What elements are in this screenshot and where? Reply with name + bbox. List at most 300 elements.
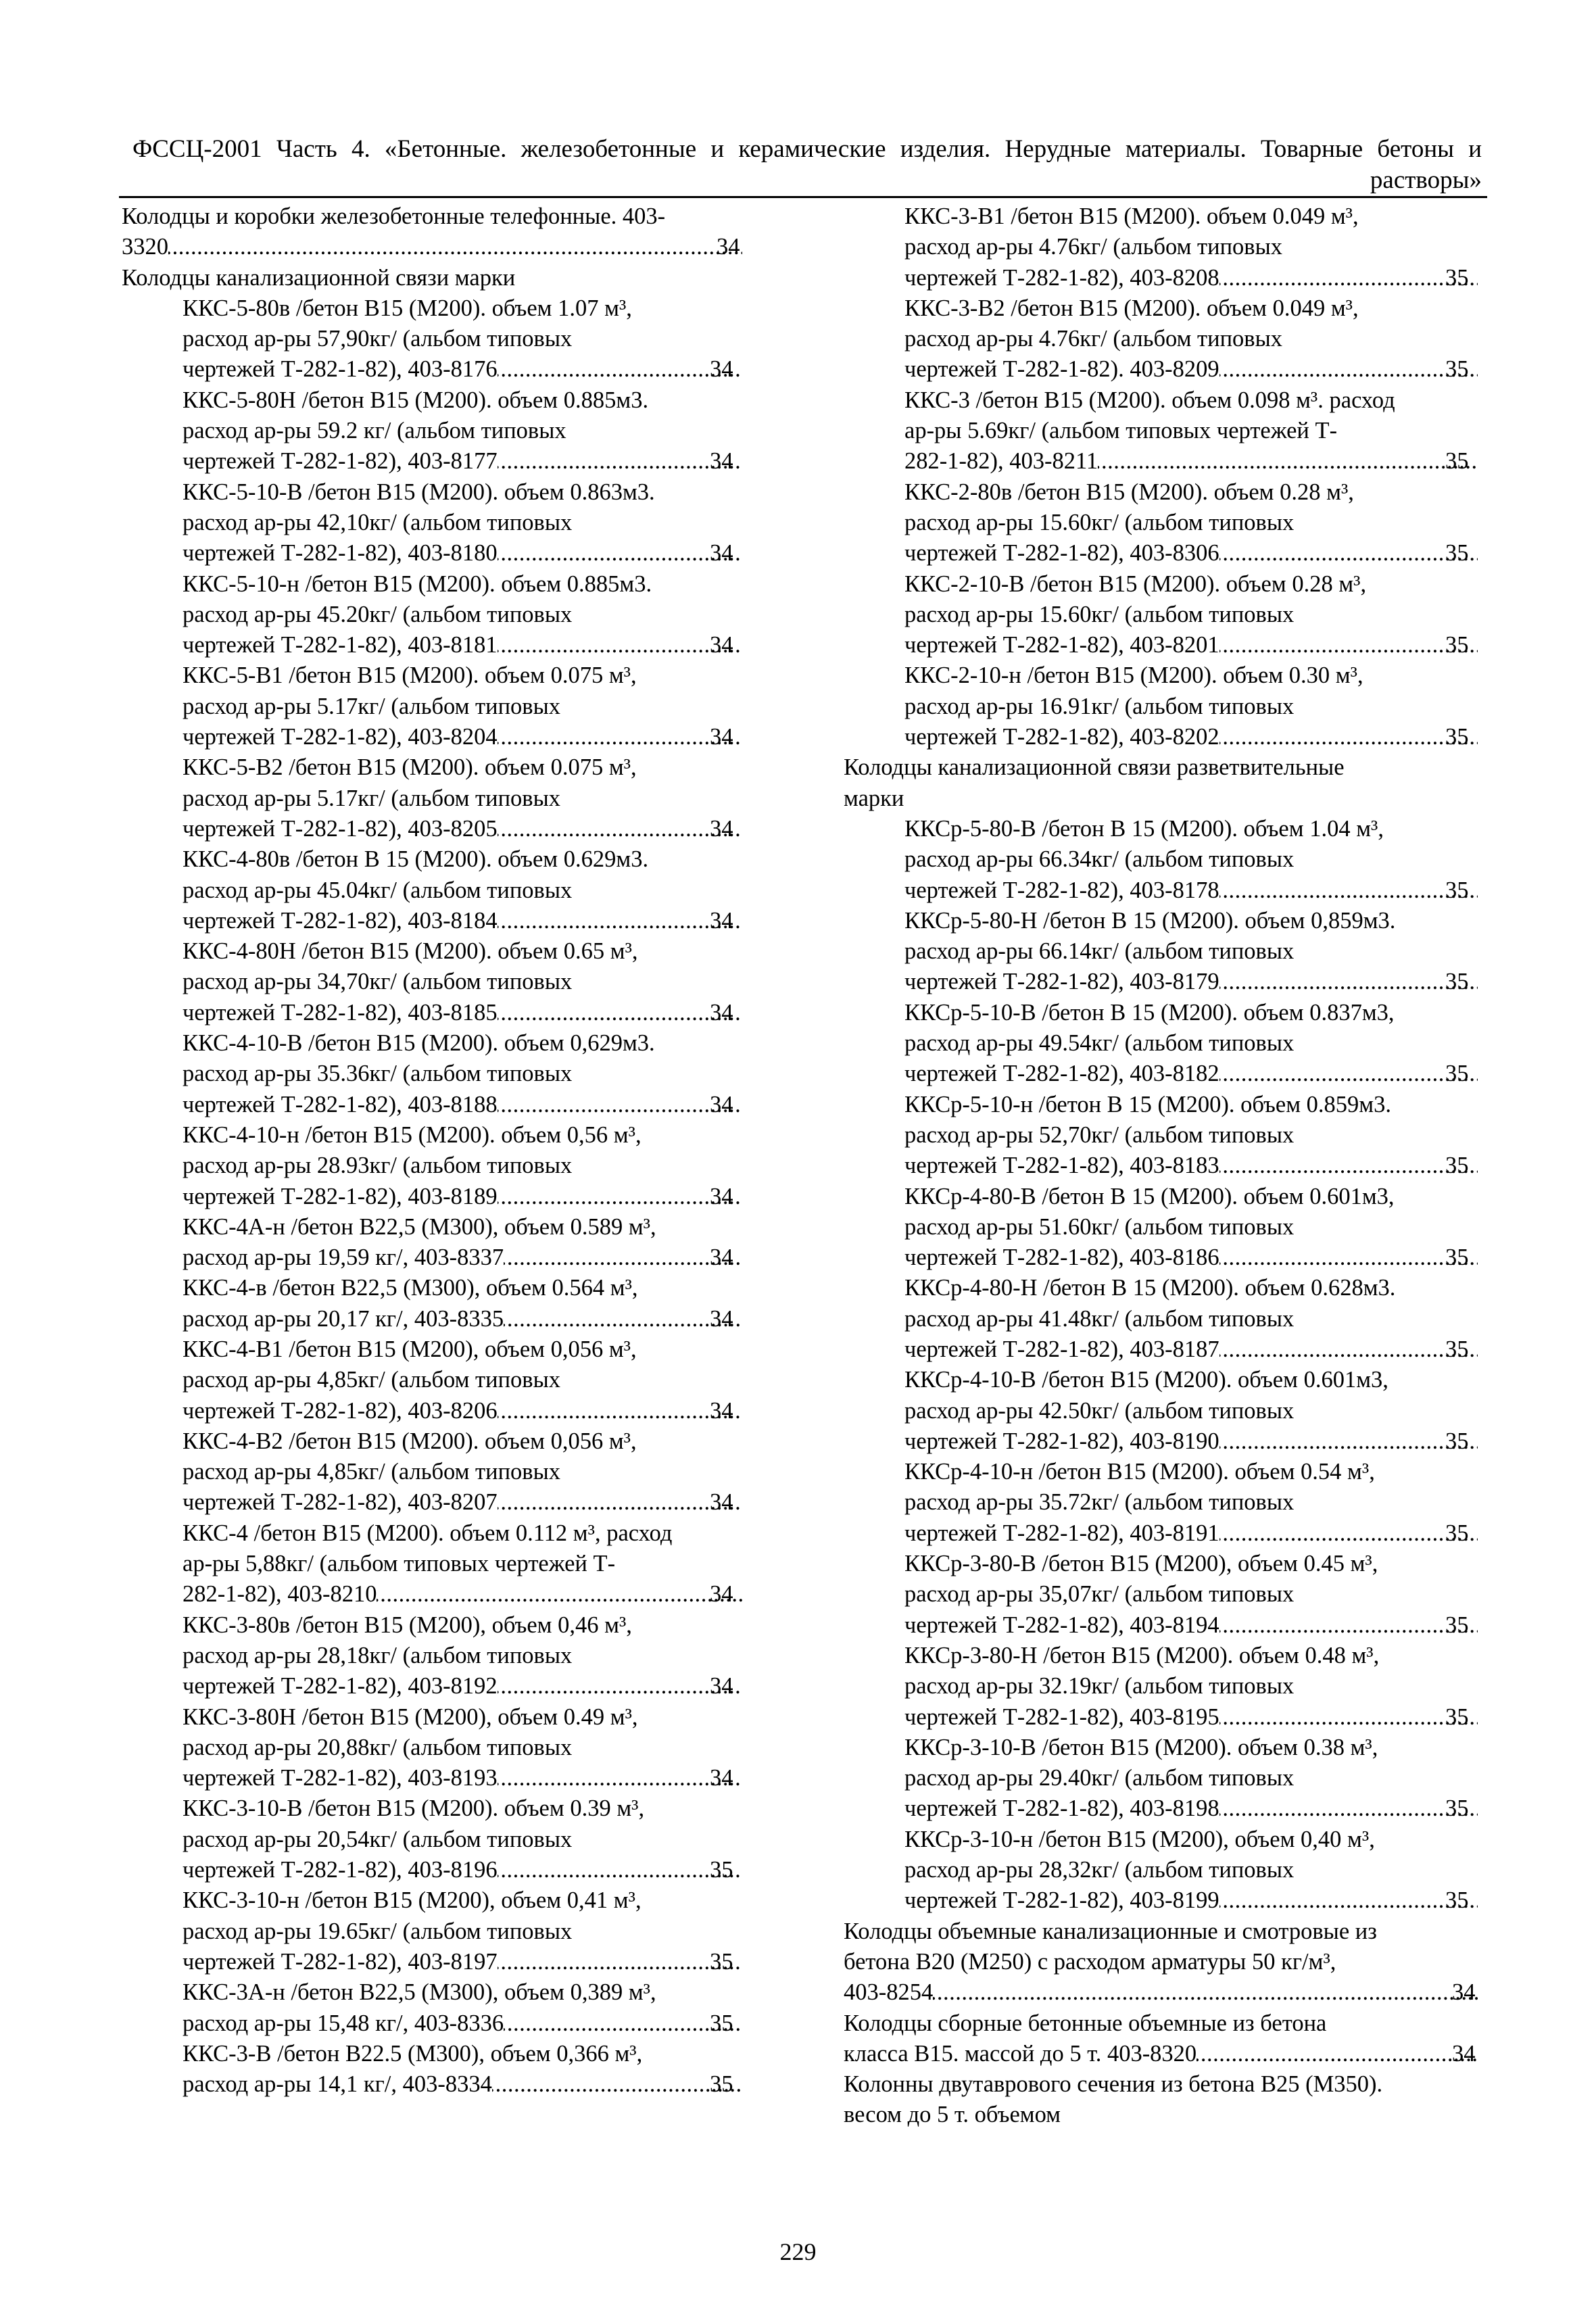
index-entry (122, 1793, 744, 1885)
entry-line: ККС-3-В /бетон В22.5 (М300), объем 0,366 м³, (183, 2040, 643, 2067)
dot-leader (168, 232, 742, 262)
entry-line: ККСр-5-10-н /бетон В 15 (М200). объем 0.859м3. (904, 1091, 1391, 1117)
entry-page-ref: 34 (710, 815, 733, 842)
entry-leader-line (904, 1793, 1479, 1824)
entry-page-ref: 35 (1445, 1153, 1469, 1179)
entry-line: ККС-4-В2 /бетон В15 (М200). объем 0,056 м³, (183, 1428, 637, 1454)
entry-page-ref: 35 (1445, 724, 1469, 750)
index-entry (844, 569, 1479, 661)
entry-last-line: чертежей Т-282-1-82), 403-8179 (904, 969, 1219, 995)
entry-line: ККСр-4-80-В /бетон В 15 (М200). объем 0.601м3, (904, 1183, 1395, 1209)
entry-leader-line (844, 2039, 1479, 2069)
dot-leader (498, 1182, 742, 1212)
entry-page-ref: 34 (710, 448, 733, 475)
index-entry (122, 1426, 744, 1518)
entry-leader-line (183, 1090, 744, 1120)
page-number: 229 (779, 2238, 817, 2265)
index-entry (122, 2039, 744, 2100)
entry-line: Колодцы канализационной связи марки (122, 264, 516, 291)
dot-leader (504, 1304, 742, 1334)
entry-leader-line (183, 630, 744, 660)
entry-leader-line (904, 1243, 1479, 1273)
dot-leader (933, 1977, 1478, 2008)
entry-line: весом до 5 т. объемом (844, 2102, 1061, 2128)
entry-page-ref: 35 (1445, 356, 1469, 383)
dot-leader (498, 906, 742, 936)
dot-leader (1219, 1702, 1478, 1733)
entry-leader-line (183, 906, 744, 936)
entry-line: расход ар-ры 51.60кг/ (альбом типовых (904, 1213, 1295, 1240)
entry-last-line: чертежей Т-282-1-82). 403-8209 (904, 356, 1219, 383)
entry-page-ref: 35 (1445, 264, 1469, 291)
entry-line: Колонны двутаврового сечения из бетона В25 (М350). (844, 2071, 1383, 2098)
entry-line: ККСр-5-80-Н /бетон В 15 (М200). объем 0,859м3. (904, 907, 1396, 934)
dot-leader (504, 2008, 742, 2039)
entry-leader-line (183, 1671, 744, 1702)
index-section (844, 752, 1479, 814)
entry-last-line: 282-1-82), 403-8211 (904, 448, 1098, 475)
index-entry (122, 1273, 744, 1334)
entry-line: Колодцы сборные бетонные объемные из бетона (844, 2010, 1327, 2036)
entry-line: расход ар-ры 28.93кг/ (альбом типовых (183, 1153, 573, 1179)
index-entry (122, 1120, 744, 1212)
entry-page-ref: 34 (710, 907, 733, 934)
dot-leader (504, 1243, 742, 1273)
dot-leader (1219, 630, 1478, 660)
entry-leader-line (904, 1059, 1479, 1089)
entry-line: расход ар-ры 15.60кг/ (альбом типовых (904, 509, 1295, 535)
dot-leader (492, 2069, 742, 2100)
entry-last-line: чертежей Т-282-1-82), 403-8189 (183, 1183, 498, 1209)
index-entry (844, 814, 1479, 906)
entry-last-line: чертежей Т-282-1-82), 403-8204 (183, 724, 498, 750)
entry-page-ref: 34 (1452, 2040, 1476, 2067)
dot-leader (498, 630, 742, 660)
entry-page-ref: 35 (710, 2071, 733, 2098)
entry-line: ККС-3-10-В /бетон В15 (М200). объем 0.39 м³, (183, 1795, 645, 1822)
index-entry (844, 1641, 1479, 1733)
entry-line: ККС-4-80в /бетон В 15 (М200). объем 0.629м3. (183, 846, 649, 873)
entry-leader-line (904, 1334, 1479, 1365)
index-entry (122, 1212, 744, 1274)
entry-line: ККС-4А-н /бетон В22,5 (М300), объем 0.589 м³, (183, 1213, 656, 1240)
dot-leader (377, 1579, 742, 1610)
entry-last-line: чертежей Т-282-1-82), 403-8206 (183, 1397, 498, 1424)
dot-leader (498, 538, 742, 569)
entry-line: ар-ры 5,88кг/ (альбом типовых чертежей Т- (183, 1551, 616, 1577)
entry-last-line: чертежей Т-282-1-82), 403-8195 (904, 1704, 1219, 1730)
entry-line: ККСр-3-10-н /бетон В15 (М200), объем 0,40 м³, (904, 1826, 1375, 1852)
entry-line: расход ар-ры 4,85кг/ (альбом типовых (183, 1367, 561, 1393)
dot-leader (1219, 1518, 1478, 1549)
dot-leader (1219, 538, 1478, 569)
entry-line: ККС-3-80Н /бетон В15 (М200), объем 0.49 м³, (183, 1704, 638, 1730)
index-entry (844, 1825, 1479, 1916)
entry-line: расход ар-ры 5.17кг/ (альбом типовых (183, 785, 561, 811)
entry-leader-line (183, 1763, 744, 1793)
entry-leader-line (183, 1487, 744, 1518)
entry-line: бетона В20 (М250) с расходом арматуры 50 кг/м³, (844, 1948, 1336, 1975)
entry-leader-line (183, 1579, 744, 1610)
entry-leader-line (183, 814, 744, 844)
entry-leader-line (183, 1947, 744, 1977)
entry-line: марки (844, 785, 904, 811)
entry-page-ref: 34 (710, 724, 733, 750)
entry-line: ККС-5-В1 /бетон В15 (М200). объем 0.075 м³, (183, 662, 637, 689)
entry-line: ККС-4-в /бетон В22,5 (М300), объем 0.564 м³, (183, 1275, 638, 1301)
entry-last-line: чертежей Т-282-1-82), 403-8207 (183, 1489, 498, 1516)
index-entry (844, 1273, 1479, 1365)
dot-leader (1219, 354, 1478, 385)
index-entry (844, 1733, 1479, 1825)
entry-last-line: чертежей Т-282-1-82), 403-8197 (183, 1948, 498, 1975)
entry-line: ККС-4-10-н /бетон В15 (М200). объем 0,56 м³, (183, 1121, 642, 1148)
entry-line: ККС-4 /бетон В15 (М200). объем 0.112 м³, расход (183, 1520, 673, 1546)
dot-leader (498, 1396, 742, 1426)
entry-leader-line (904, 967, 1479, 997)
dot-leader (498, 1855, 742, 1885)
dot-leader (1219, 967, 1478, 997)
entry-line: расход ар-ры 45.20кг/ (альбом типовых (183, 601, 573, 627)
index-entry (122, 1977, 744, 2039)
header-rule (119, 196, 1487, 198)
entry-line: ККСр-5-80-В /бетон В 15 (М200). объем 1.04 м³, (904, 815, 1384, 842)
entry-line: расход ар-ры 28,32кг/ (альбом типовых (904, 1857, 1295, 1883)
entry-leader-line (183, 354, 744, 385)
entry-leader-line (904, 1518, 1479, 1549)
index-entry (844, 201, 1479, 293)
dot-leader (498, 354, 742, 385)
entry-last-line: чертежей Т-282-1-82), 403-8306 (904, 540, 1219, 566)
entry-page-ref: 34 (710, 999, 733, 1026)
entry-line: ККСр-4-10-В /бетон В15 (М200). объем 0.601м3, (904, 1367, 1388, 1393)
index-entry (844, 293, 1479, 385)
index-entry (122, 660, 744, 752)
index-entry (844, 1457, 1479, 1549)
entry-line: расход ар-ры 20,54кг/ (альбом типовых (183, 1826, 573, 1852)
entry-last-line: чертежей Т-282-1-82), 403-8205 (183, 815, 498, 842)
entry-leader-line (183, 1855, 744, 1885)
index-entry (844, 660, 1479, 752)
entry-page-ref: 35 (1445, 632, 1469, 658)
index-section (122, 263, 744, 293)
index-entry (844, 477, 1479, 569)
entry-page-ref: 35 (710, 1948, 733, 1975)
entry-leader-line (904, 722, 1479, 752)
index-entry (844, 385, 1479, 477)
index-section (844, 2069, 1479, 2131)
index-entry (122, 936, 744, 1028)
entry-leader-line (904, 1426, 1479, 1457)
index-entry (844, 998, 1479, 1090)
index-entry (122, 1885, 744, 1977)
entry-line: ККС-3-В2 /бетон В15 (М200). объем 0.049 м³, (904, 295, 1359, 321)
dot-leader (1219, 1334, 1478, 1365)
dot-leader (498, 722, 742, 752)
entry-page-ref: 35 (1445, 1245, 1469, 1271)
entry-line: расход ар-ры 35.36кг/ (альбом типовых (183, 1061, 573, 1087)
entry-last-line: чертежей Т-282-1-82), 403-8208 (904, 264, 1219, 291)
entry-page-ref: 35 (1445, 1520, 1469, 1546)
entry-page-ref: 35 (1445, 877, 1469, 903)
entry-page-ref: 34 (710, 1489, 733, 1516)
entry-leader-line (904, 354, 1479, 385)
entry-line: ККС-2-10-н /бетон В15 (М200). объем 0.30 м³, (904, 662, 1363, 689)
entry-line: расход ар-ры 28,18кг/ (альбом типовых (183, 1642, 573, 1668)
entry-last-line: чертежей Т-282-1-82), 403-8201 (904, 632, 1219, 658)
entry-page-ref: 35 (1445, 1612, 1469, 1638)
index-entry (844, 906, 1479, 998)
entry-page-ref: 34 (710, 356, 733, 383)
entry-leader-line (904, 630, 1479, 660)
entry-line: расход ар-ры 34,70кг/ (альбом типовых (183, 969, 573, 995)
entry-line: расход ар-ры 41.48кг/ (альбом типовых (904, 1305, 1295, 1332)
entry-line: ар-ры 5.69кг/ (альбом типовых чертежей Т- (904, 418, 1338, 444)
entry-page-ref: 35 (710, 2010, 733, 2036)
entry-line: ККСр-4-80-Н /бетон В 15 (М200). объем 0.628м3. (904, 1275, 1396, 1301)
entry-last-line: чертежей Т-282-1-82), 403-8194 (904, 1612, 1219, 1638)
entry-page-ref: 34 (710, 1245, 733, 1271)
entry-last-line: расход ар-ры 14,1 кг/, 403-8334 (183, 2071, 492, 2098)
entry-page-ref: 34 (710, 540, 733, 566)
entry-line: расход ар-ры 45.04кг/ (альбом типовых (183, 877, 573, 903)
dot-leader (1219, 263, 1478, 293)
entry-leader-line (183, 2008, 744, 2039)
entry-line: ККС-2-80в /бетон В15 (М200). объем 0.28 м³, (904, 479, 1354, 505)
entry-line: ККС-3-80в /бетон В15 (М200), объем 0,46 м³, (183, 1612, 632, 1638)
entry-leader-line (904, 1885, 1479, 1916)
entry-last-line: 282-1-82), 403-8210 (183, 1581, 377, 1608)
entry-page-ref: 35 (1445, 1336, 1469, 1362)
entry-line: расход ар-ры 35.72кг/ (альбом типовых (904, 1489, 1295, 1516)
index-section (844, 1916, 1479, 2008)
dot-leader (498, 1671, 742, 1702)
entry-last-line: чертежей Т-282-1-82), 403-8196 (183, 1857, 498, 1883)
entry-last-line: чертежей Т-282-1-82), 403-8202 (904, 724, 1219, 750)
entry-leader-line (904, 446, 1479, 477)
entry-leader-line (904, 1610, 1479, 1641)
entry-line: расход ар-ры 35,07кг/ (альбом типовых (904, 1581, 1295, 1608)
entry-leader-line (183, 1243, 744, 1273)
dot-leader (498, 1090, 742, 1120)
entry-page-ref: 35 (1445, 1704, 1469, 1730)
dot-leader (1219, 875, 1478, 906)
entry-line: расход ар-ры 66.34кг/ (альбом типовых (904, 846, 1295, 873)
index-entry (844, 1090, 1479, 1182)
page-header: ФССЦ-2001 Часть 4. «Бетонные. железобетонные и керамические изделия. Нерудные материалы. Товарные бетоны и растворы» (132, 135, 1482, 194)
entry-page-ref: 34 (1452, 1979, 1476, 2006)
entry-line: ККС-3 /бетон В15 (М200). объем 0.098 м³. расход (904, 387, 1395, 413)
entry-page-ref: 34 (717, 234, 740, 260)
entry-line: ККСр-4-10-н /бетон В15 (М200). объем 0.54 м³, (904, 1459, 1375, 1485)
entry-last-line: чертежей Т-282-1-82), 403-8180 (183, 540, 498, 566)
dot-leader (1219, 1610, 1478, 1641)
entry-leader-line (183, 722, 744, 752)
entry-leader-line (844, 1977, 1479, 2008)
entry-line: ККСр-5-10-В /бетон В 15 (М200). объем 0.837м3, (904, 999, 1395, 1026)
entry-page-ref: 34 (710, 1673, 733, 1699)
index-entry (122, 1334, 744, 1426)
entry-page-ref: 35 (1445, 1428, 1469, 1454)
entry-last-line: 3320 (122, 234, 168, 260)
entry-last-line: расход ар-ры 15,48 кг/, 403-8336 (183, 2010, 504, 2036)
entry-line: расход ар-ры 57,90кг/ (альбом типовых (183, 326, 573, 352)
entry-leader-line (183, 998, 744, 1028)
dot-leader (498, 446, 742, 477)
entry-leader-line (904, 263, 1479, 293)
entry-line: расход ар-ры 42.50кг/ (альбом типовых (904, 1397, 1295, 1424)
entry-line: расход ар-ры 49.54кг/ (альбом типовых (904, 1030, 1295, 1057)
entry-leader-line (904, 1151, 1479, 1181)
entry-leader-line (183, 1396, 744, 1426)
entry-line: расход ар-ры 4,85кг/ (альбом типовых (183, 1459, 561, 1485)
entry-last-line: чертежей Т-282-1-82), 403-8187 (904, 1336, 1219, 1362)
entry-last-line: чертежей Т-282-1-82), 403-8198 (904, 1795, 1219, 1822)
dot-leader (1098, 446, 1478, 477)
entry-leader-line (183, 2069, 744, 2100)
entry-page-ref: 35 (1445, 448, 1469, 475)
entry-page-ref: 34 (710, 1581, 733, 1608)
dot-leader (498, 1947, 742, 1977)
entry-line: расход ар-ры 5.17кг/ (альбом типовых (183, 693, 561, 719)
entry-leader-line (183, 1304, 744, 1334)
entry-leader-line (183, 446, 744, 477)
entry-last-line: расход ар-ры 19,59 кг/, 403-8337 (183, 1245, 504, 1271)
entry-line: ККС-2-10-В /бетон В15 (М200). объем 0.28 м³, (904, 571, 1367, 597)
index-entry (844, 1365, 1479, 1457)
entry-line: расход ар-ры 52,70кг/ (альбом типовых (904, 1121, 1295, 1148)
index-entry (122, 1518, 744, 1610)
entry-leader-line (904, 538, 1479, 569)
dot-leader (1219, 1243, 1478, 1273)
index-entry (122, 844, 744, 936)
entry-line: расход ар-ры 15.60кг/ (альбом типовых (904, 601, 1295, 627)
entry-leader-line (122, 232, 744, 262)
index-entry (122, 1702, 744, 1794)
entry-line: расход ар-ры 42,10кг/ (альбом типовых (183, 509, 573, 535)
entry-line: ККС-5-В2 /бетон В15 (М200). объем 0.075 м³, (183, 754, 637, 781)
index-entry (122, 385, 744, 477)
dot-leader (498, 814, 742, 844)
dot-leader (1219, 1151, 1478, 1181)
entry-page-ref: 35 (710, 1857, 733, 1883)
entry-line: ККС-4-В1 /бетон В15 (М200), объем 0,056 м³, (183, 1336, 637, 1362)
entry-last-line: чертежей Т-282-1-82), 403-8182 (904, 1061, 1219, 1087)
entry-line: ККС-3-10-н /бетон В15 (М200), объем 0,41 м³, (183, 1887, 642, 1914)
entry-page-ref: 34 (710, 632, 733, 658)
entry-last-line: чертежей Т-282-1-82), 403-8183 (904, 1153, 1219, 1179)
entry-last-line: чертежей Т-282-1-82), 403-8192 (183, 1673, 498, 1699)
entry-line: Колодцы канализационной связи разветвительные (844, 754, 1345, 781)
entry-line: расход ар-ры 4.76кг/ (альбом типовых (904, 326, 1283, 352)
index-entry (844, 1182, 1479, 1274)
index-entry (122, 1610, 744, 1702)
entry-line: ККС-4-10-В /бетон В15 (М200). объем 0,629м3. (183, 1030, 655, 1057)
entry-line: расход ар-ры 29.40кг/ (альбом типовых (904, 1765, 1295, 1791)
entry-last-line: чертежей Т-282-1-82), 403-8181 (183, 632, 498, 658)
entry-line: ККС-5-80в /бетон В15 (М200). объем 1.07 м³, (183, 295, 632, 321)
entry-page-ref: 34 (710, 1397, 733, 1424)
entry-last-line: чертежей Т-282-1-82), 403-8193 (183, 1765, 498, 1791)
dot-leader (1219, 1426, 1478, 1457)
entry-line: ККС-4-80Н /бетон В15 (М200). объем 0.65 м³, (183, 938, 638, 965)
entry-line: расход ар-ры 4.76кг/ (альбом типовых (904, 234, 1283, 260)
dot-leader (1219, 1885, 1478, 1916)
entry-line: ККС-3-В1 /бетон В15 (М200). объем 0.049 м³, (904, 203, 1359, 229)
entry-line: ККСр-3-80-В /бетон В15 (М200), объем 0.45 м³, (904, 1551, 1378, 1577)
entry-line: Колодцы объемные канализационные и смотровые из (844, 1918, 1377, 1944)
entry-line: ККС-5-10-В /бетон В15 (М200). объем 0.863м3. (183, 479, 655, 505)
entry-line: ККСр-3-80-Н /бетон В15 (М200). объем 0.48 м³, (904, 1642, 1380, 1668)
entry-line: Колодцы и коробки железобетонные телефонные. 403- (122, 203, 666, 229)
entry-last-line: чертежей Т-282-1-82), 403-8191 (904, 1520, 1219, 1546)
index-entry (122, 569, 744, 661)
entry-page-ref: 35 (1445, 1795, 1469, 1822)
entry-page-ref: 35 (1445, 969, 1469, 995)
entry-page-ref: 35 (1445, 1061, 1469, 1087)
entry-last-line: чертежей Т-282-1-82), 403-8186 (904, 1245, 1219, 1271)
entry-last-line: чертежей Т-282-1-82), 403-8188 (183, 1091, 498, 1117)
entry-line: расход ар-ры 32.19кг/ (альбом типовых (904, 1673, 1295, 1699)
dot-leader (498, 1487, 742, 1518)
entry-line: ККСр-3-10-В /бетон В15 (М200). объем 0.38 м³, (904, 1734, 1378, 1760)
dot-leader (1219, 1793, 1478, 1824)
dot-leader (498, 998, 742, 1028)
dot-leader (1219, 722, 1478, 752)
entry-line: расход ар-ры 66.14кг/ (альбом типовых (904, 938, 1295, 965)
entry-line: расход ар-ры 59.2 кг/ (альбом типовых (183, 418, 566, 444)
entry-last-line: чертежей Т-282-1-82), 403-8199 (904, 1887, 1219, 1914)
index-section (122, 201, 744, 263)
dot-leader (498, 1763, 742, 1793)
entry-line: расход ар-ры 20,88кг/ (альбом типовых (183, 1734, 573, 1760)
entry-page-ref: 34 (710, 1091, 733, 1117)
entry-line: ККС-3А-н /бетон В22,5 (М300), объем 0,389 м³, (183, 1979, 656, 2006)
entry-line: ККС-5-10-н /бетон В15 (М200). объем 0.885м3. (183, 571, 652, 597)
index-entry (122, 1028, 744, 1120)
entry-last-line: класса В15. массой до 5 т. 403-8320 (844, 2040, 1197, 2067)
entry-page-ref: 35 (1445, 540, 1469, 566)
index-entry (122, 477, 744, 569)
entry-last-line: чертежей Т-282-1-82), 403-8185 (183, 999, 498, 1026)
entry-leader-line (904, 1702, 1479, 1733)
entry-last-line: чертежей Т-282-1-82), 403-8190 (904, 1428, 1219, 1454)
entry-page-ref: 34 (710, 1305, 733, 1332)
index-entry (122, 752, 744, 844)
dot-leader (1219, 1059, 1478, 1089)
entry-line: расход ар-ры 16.91кг/ (альбом типовых (904, 693, 1295, 719)
entry-leader-line (183, 1182, 744, 1212)
entry-line: расход ар-ры 19.65кг/ (альбом типовых (183, 1918, 573, 1944)
entry-last-line: чертежей Т-282-1-82), 403-8176 (183, 356, 498, 383)
entry-page-ref: 34 (710, 1183, 733, 1209)
left-column (122, 201, 744, 2100)
dot-leader (1196, 2039, 1478, 2069)
index-entry (844, 1549, 1479, 1641)
right-column (844, 201, 1479, 2131)
entry-leader-line (904, 875, 1479, 906)
entry-page-ref: 34 (710, 1765, 733, 1791)
entry-last-line: чертежей Т-282-1-82), 403-8184 (183, 907, 498, 934)
entry-line: ККС-5-80Н /бетон В15 (М200). объем 0.885м3. (183, 387, 649, 413)
entry-page-ref: 35 (1445, 1887, 1469, 1914)
index-section (844, 2008, 1479, 2070)
entry-last-line: расход ар-ры 20,17 кг/, 403-8335 (183, 1305, 504, 1332)
entry-last-line: чертежей Т-282-1-82), 403-8177 (183, 448, 498, 475)
entry-last-line: чертежей Т-282-1-82), 403-8178 (904, 877, 1219, 903)
index-entry (122, 293, 744, 385)
entry-last-line: 403-8254 (844, 1979, 934, 2006)
